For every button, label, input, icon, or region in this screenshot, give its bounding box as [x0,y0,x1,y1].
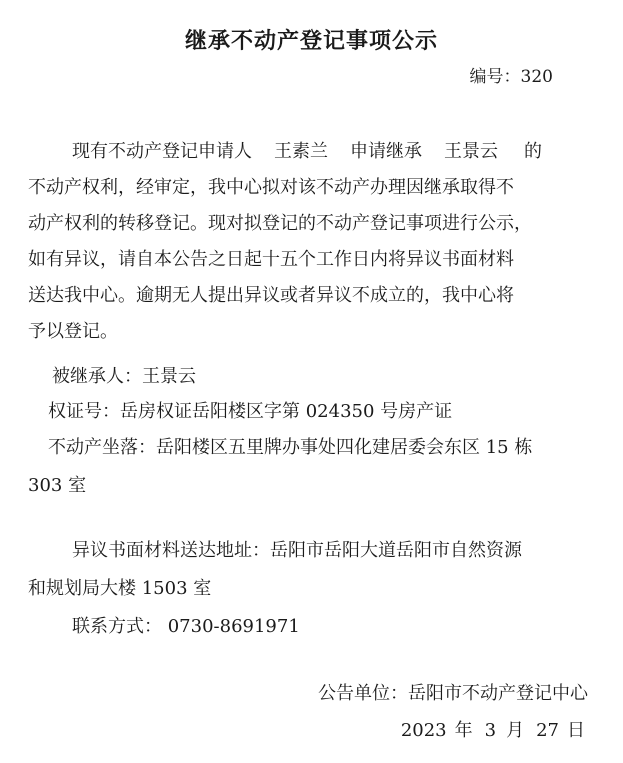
notice-title: 继承不动产登记事项公示 [184,29,438,54]
issuing-unit: 公告单位：岳阳市不动产登记中心 [318,683,588,704]
paragraph-line-3: 动产权利的转移登记。现对拟登记的不动产登记事项进行公示， [28,213,532,234]
paragraph-line-4: 如有异议，请自本公告之日起十五个工作日内将异议书面材料 [28,249,514,270]
date-day: 27 [536,720,559,741]
date-day-unit: 日 [567,720,585,741]
date-year-unit: 年 [454,720,473,741]
paragraph-line-1 [72,143,542,161]
date-month-unit: 月 [506,720,525,741]
date-month: 3 [484,720,497,741]
paragraph-line-1-end: 的 [524,141,542,162]
paragraph-line-6: 予以登记。 [28,321,118,342]
property-location-line-1: 不动产坐落：岳阳楼区五里牌办事处四化建居委会东区 15 栋 [48,437,533,458]
notice-date [401,722,585,740]
contact-info: 联系方式： 0730-8691971 [72,616,300,637]
date-year: 2023 [400,720,447,741]
decedent-label: 被继承人：王景云 [52,366,196,387]
paragraph-line-2: 不动产权利，经审定，我中心拟对该不动产办理因继承取得不 [28,177,514,198]
inherit-phrase: 申请继承 [350,141,422,162]
decedent-name-inline: 王景云 [444,141,498,162]
certificate-number: 权证号：岳房权证岳阳楼区字第 024350 号房产证 [48,401,453,422]
objection-address-line-2: 和规划局大楼 1503 室 [28,578,212,599]
property-location-line-2: 303 室 [28,475,87,496]
paragraph-line-5: 送达我中心。逾期无人提出异议或者异议不成立的，我中心将 [28,285,514,306]
serial-number: 编号：320 [469,67,553,87]
applicant-name: 王素兰 [274,141,328,162]
applicant-intro: 现有不动产登记申请人 [72,141,252,162]
objection-address-line-1: 异议书面材料送达地址：岳阳市岳阳大道岳阳市自然资源 [72,540,522,561]
